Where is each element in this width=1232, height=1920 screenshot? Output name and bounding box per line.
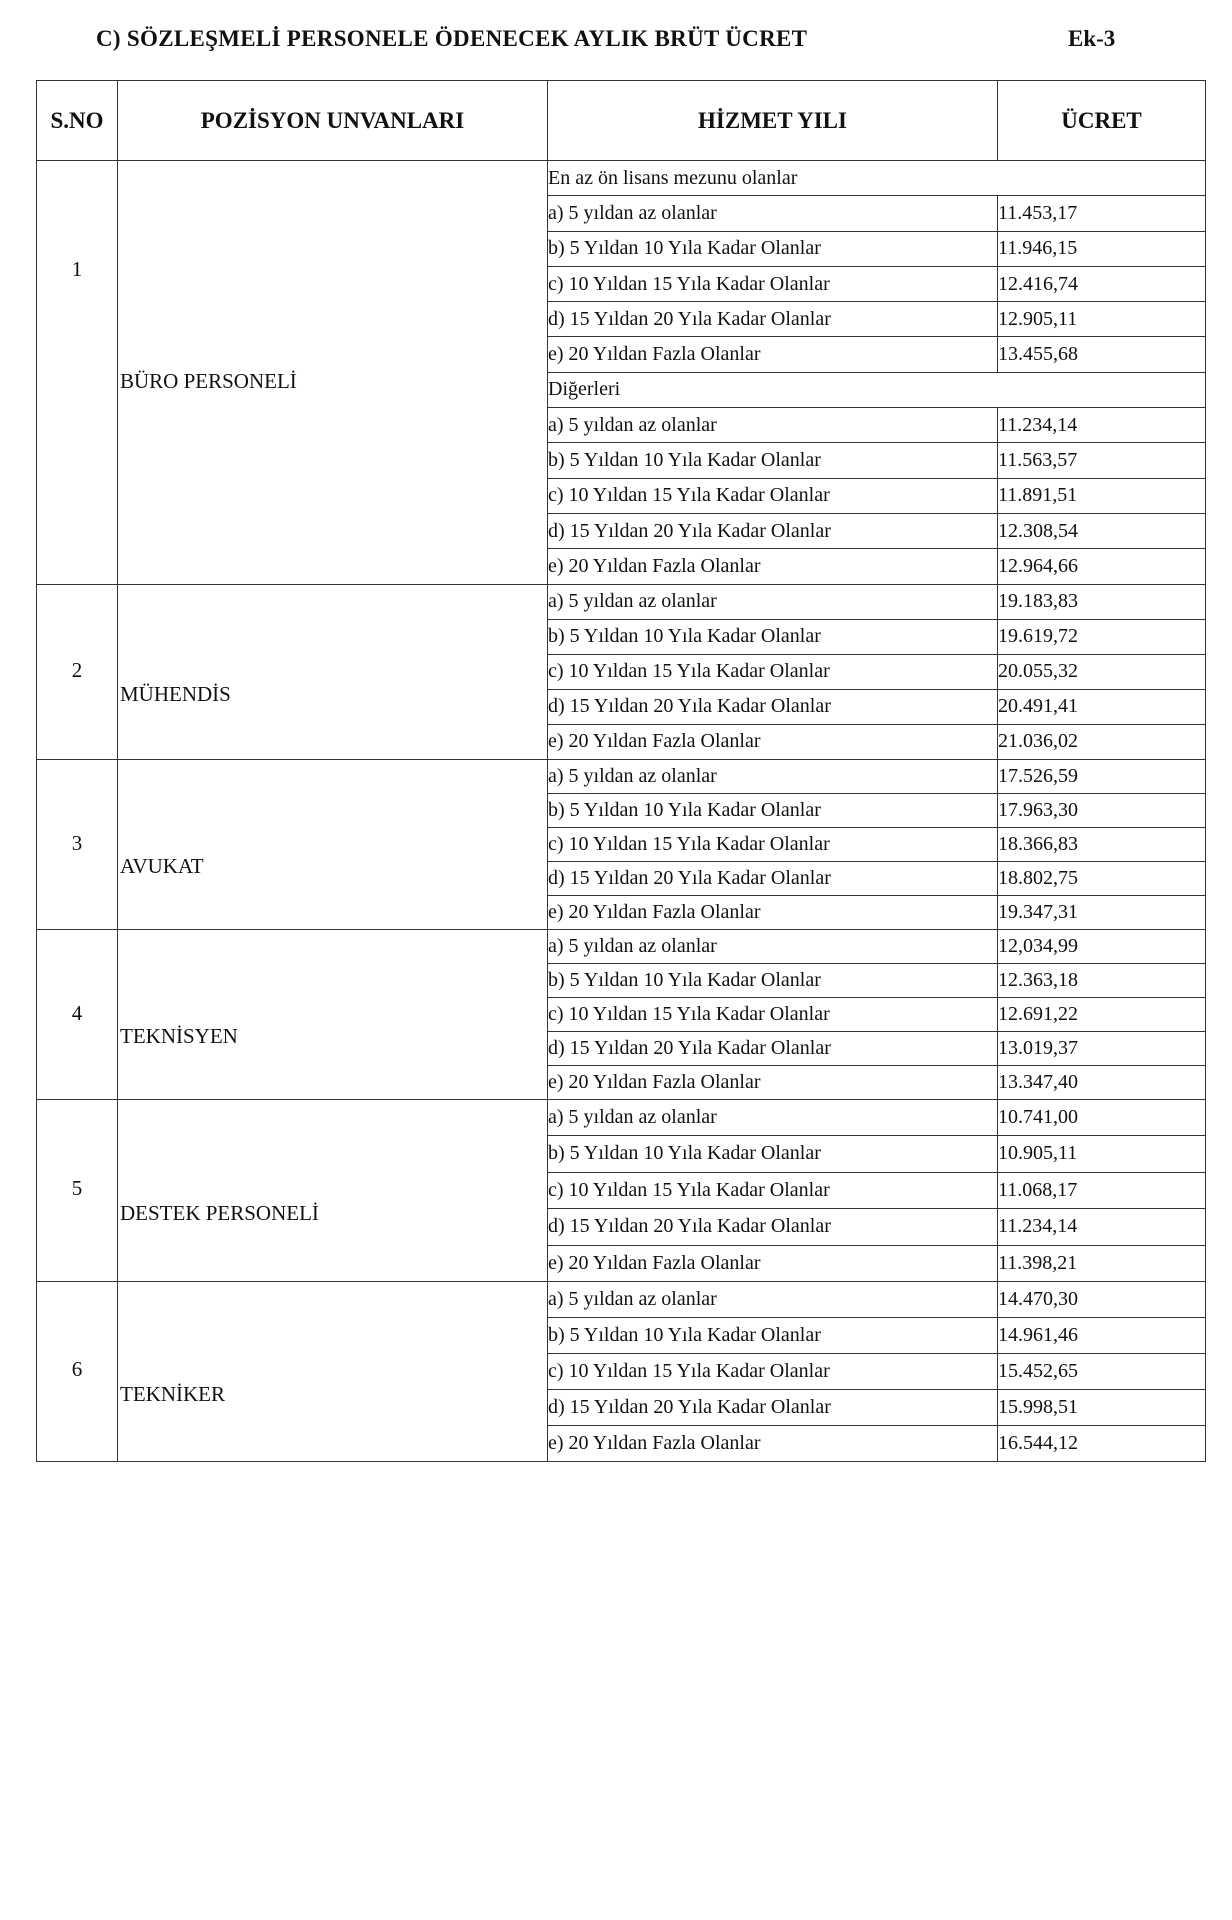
service-period: b) 5 Yıldan 10 Yıla Kadar Olanlar <box>548 443 998 478</box>
salary-value: 13.455,68 <box>998 337 1206 372</box>
salary-value: 11.234,14 <box>998 408 1206 443</box>
column-header-position: POZİSYON UNVANLARI <box>118 81 548 161</box>
salary-value: 15.452,65 <box>998 1354 1206 1390</box>
document-header <box>0 0 1232 80</box>
sno-value: 2 <box>71 657 83 682</box>
table-body <box>37 161 1206 1462</box>
sno-value: 1 <box>71 257 83 281</box>
salary-value: 17.526,59 <box>998 759 1206 793</box>
service-period: a) 5 yıldan az olanlar <box>548 584 998 619</box>
service-period: c) 10 Yıldan 15 Yıla Kadar Olanlar <box>548 1354 998 1390</box>
document-title: C) SÖZLEŞMELİ PERSONELE ÖDENECEK AYLIK BRÜT ÜCRET <box>96 26 808 51</box>
annex-label: Ek-3 <box>1068 26 1116 51</box>
service-period: c) 10 Yıldan 15 Yıla Kadar Olanlar <box>548 1172 998 1209</box>
service-period: b) 5 Yıldan 10 Yıla Kadar Olanlar <box>548 793 998 827</box>
sno-cell <box>37 929 118 1099</box>
salary-value: 12,034,99 <box>998 929 1206 963</box>
salary-value: 11.563,57 <box>998 443 1206 478</box>
position-cell <box>118 161 548 585</box>
sno-value: 4 <box>71 1000 83 1025</box>
sno-value: 5 <box>71 1175 83 1200</box>
service-period: e) 20 Yıldan Fazla Olanlar <box>548 549 998 584</box>
table-row <box>37 1099 1206 1136</box>
service-period: e) 20 Yıldan Fazla Olanlar <box>548 1065 998 1099</box>
service-period: c) 10 Yıldan 15 Yıla Kadar Olanlar <box>548 266 998 301</box>
service-period: b) 5 Yıldan 10 Yıla Kadar Olanlar <box>548 231 998 266</box>
service-period: e) 20 Yıldan Fazla Olanlar <box>548 724 998 759</box>
salary-value: 13.347,40 <box>998 1065 1206 1099</box>
table-row <box>37 929 1206 963</box>
salary-value: 19.347,31 <box>998 895 1206 929</box>
service-period: d) 15 Yıldan 20 Yıla Kadar Olanlar <box>548 513 998 548</box>
salary-value: 12.905,11 <box>998 302 1206 337</box>
sno-cell <box>37 759 118 929</box>
service-period: d) 15 Yıldan 20 Yıla Kadar Olanlar <box>548 1209 998 1246</box>
table-header-row <box>37 81 1206 161</box>
column-header-sno: S.NO <box>37 81 118 161</box>
service-period: d) 15 Yıldan 20 Yıla Kadar Olanlar <box>548 302 998 337</box>
service-period: e) 20 Yıldan Fazla Olanlar <box>548 895 998 929</box>
salary-value: 18.366,83 <box>998 827 1206 861</box>
salary-value: 16.544,12 <box>998 1426 1206 1462</box>
table-row <box>37 1282 1206 1318</box>
salary-value: 19.619,72 <box>998 619 1206 654</box>
salary-value: 12.691,22 <box>998 997 1206 1031</box>
salary-value: 11.891,51 <box>998 478 1206 513</box>
service-period: a) 5 yıldan az olanlar <box>548 1282 998 1318</box>
service-period: b) 5 Yıldan 10 Yıla Kadar Olanlar <box>548 1318 998 1354</box>
group-label: En az ön lisans mezunu olanlar <box>548 161 1206 196</box>
sno-value: 6 <box>71 1357 83 1382</box>
sno-cell <box>37 1282 118 1462</box>
service-period: a) 5 yıldan az olanlar <box>548 759 998 793</box>
service-period: b) 5 Yıldan 10 Yıla Kadar Olanlar <box>548 619 998 654</box>
service-period: c) 10 Yıldan 15 Yıla Kadar Olanlar <box>548 654 998 689</box>
service-period: a) 5 yıldan az olanlar <box>548 196 998 231</box>
position-title: TEKNİSYEN <box>120 1024 238 1049</box>
salary-value: 18.802,75 <box>998 861 1206 895</box>
salary-value: 12.964,66 <box>998 549 1206 584</box>
position-title: TEKNİKER <box>120 1382 225 1407</box>
service-period: b) 5 Yıldan 10 Yıla Kadar Olanlar <box>548 963 998 997</box>
service-period: a) 5 yıldan az olanlar <box>548 929 998 963</box>
salary-value: 12.308,54 <box>998 513 1206 548</box>
column-header-service-years: HİZMET YILI <box>548 81 998 161</box>
salary-value: 11.453,17 <box>998 196 1206 231</box>
service-period: e) 20 Yıldan Fazla Olanlar <box>548 337 998 372</box>
group-label: Diğerleri <box>548 372 1206 407</box>
salary-value: 14.961,46 <box>998 1318 1206 1354</box>
position-cell <box>118 584 548 759</box>
salary-value: 17.963,30 <box>998 793 1206 827</box>
position-title: AVUKAT <box>120 854 204 879</box>
position-cell <box>118 1099 548 1282</box>
salary-value: 12.363,18 <box>998 963 1206 997</box>
group-label-row <box>37 161 1206 196</box>
service-period: c) 10 Yıldan 15 Yıla Kadar Olanlar <box>548 827 998 861</box>
sno-value: 3 <box>71 830 83 855</box>
salary-value: 20.055,32 <box>998 654 1206 689</box>
salary-value: 10.741,00 <box>998 1099 1206 1136</box>
salary-value: 15.998,51 <box>998 1390 1206 1426</box>
service-period: d) 15 Yıldan 20 Yıla Kadar Olanlar <box>548 861 998 895</box>
table-row <box>37 759 1206 793</box>
position-cell <box>118 759 548 929</box>
salary-value: 13.019,37 <box>998 1031 1206 1065</box>
salary-value: 14.470,30 <box>998 1282 1206 1318</box>
service-period: c) 10 Yıldan 15 Yıla Kadar Olanlar <box>548 997 998 1031</box>
salary-table <box>36 80 1206 1462</box>
salary-value: 10.905,11 <box>998 1136 1206 1173</box>
salary-value: 11.234,14 <box>998 1209 1206 1246</box>
sno-cell <box>37 161 118 585</box>
position-title: DESTEK PERSONELİ <box>120 1201 319 1226</box>
salary-value: 11.068,17 <box>998 1172 1206 1209</box>
position-cell <box>118 1282 548 1462</box>
position-title: MÜHENDİS <box>120 682 231 706</box>
salary-value: 11.398,21 <box>998 1245 1206 1282</box>
position-title: BÜRO PERSONELİ <box>120 369 297 393</box>
service-period: d) 15 Yıldan 20 Yıla Kadar Olanlar <box>548 689 998 724</box>
salary-value: 11.946,15 <box>998 231 1206 266</box>
service-period: b) 5 Yıldan 10 Yıla Kadar Olanlar <box>548 1136 998 1173</box>
sno-cell <box>37 1099 118 1282</box>
salary-value: 19.183,83 <box>998 584 1206 619</box>
salary-value: 21.036,02 <box>998 724 1206 759</box>
service-period: a) 5 yıldan az olanlar <box>548 1099 998 1136</box>
salary-value: 12.416,74 <box>998 266 1206 301</box>
service-period: d) 15 Yıldan 20 Yıla Kadar Olanlar <box>548 1031 998 1065</box>
sno-cell <box>37 584 118 759</box>
service-period: e) 20 Yıldan Fazla Olanlar <box>548 1426 998 1462</box>
service-period: c) 10 Yıldan 15 Yıla Kadar Olanlar <box>548 478 998 513</box>
service-period: d) 15 Yıldan 20 Yıla Kadar Olanlar <box>548 1390 998 1426</box>
service-period: a) 5 yıldan az olanlar <box>548 408 998 443</box>
service-period: e) 20 Yıldan Fazla Olanlar <box>548 1245 998 1282</box>
table-row <box>37 584 1206 619</box>
position-cell <box>118 929 548 1099</box>
column-header-salary: ÜCRET <box>998 81 1206 161</box>
salary-value: 20.491,41 <box>998 689 1206 724</box>
